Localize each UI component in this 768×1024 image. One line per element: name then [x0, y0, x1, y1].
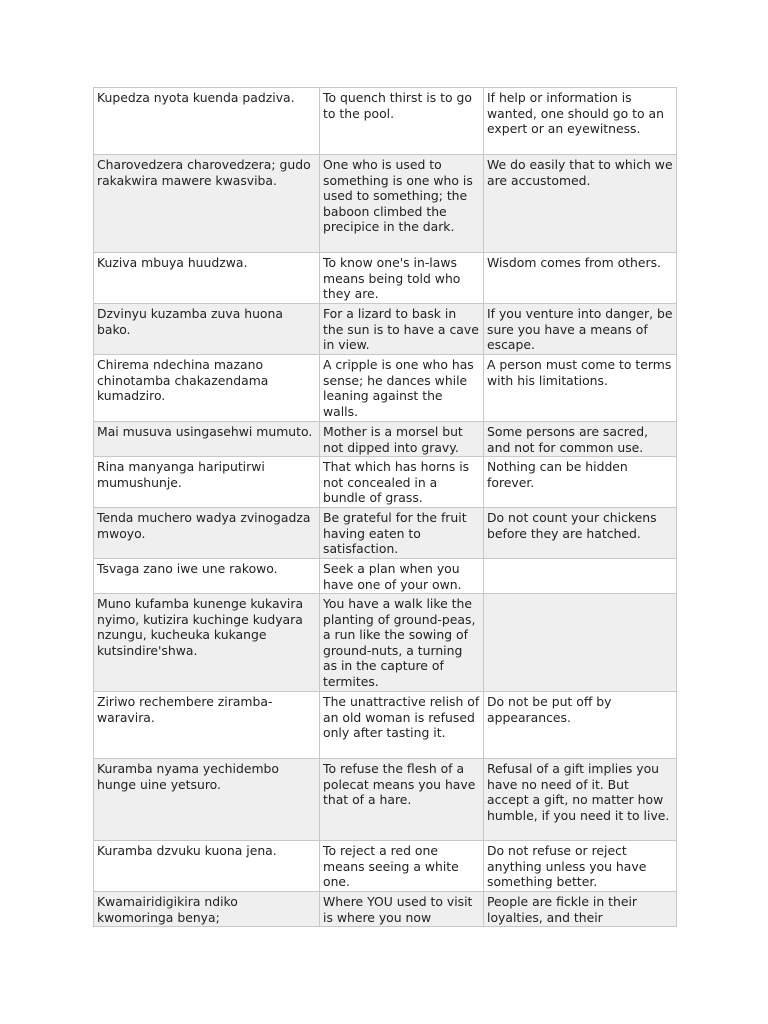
meaning-cell: Do not refuse or reject anything unless you have something better.	[484, 841, 677, 892]
literal-translation-cell: To know one's in-laws means being told who they are.	[320, 253, 484, 304]
shona-proverb-cell: Tenda muchero wadya zvinogadza mwoyo.	[94, 508, 320, 559]
literal-translation-cell: Be grateful for the fruit having eaten to satisfaction.	[320, 508, 484, 559]
shona-proverb-cell: Ziriwo rechembere ziramba-waravira.	[94, 692, 320, 759]
shona-proverb-cell: Chirema ndechina mazano chinotamba chakazendama kumadziro.	[94, 355, 320, 422]
shona-proverb-cell: Dzvinyu kuzamba zuva huona bako.	[94, 304, 320, 355]
shona-proverb-cell: Rina manyanga hariputirwi mumushunje.	[94, 457, 320, 508]
meaning-cell: Do not be put off by appearances.	[484, 692, 677, 759]
literal-translation-cell: Seek a plan when you have one of your own.	[320, 559, 484, 594]
meaning-cell: If you venture into danger, be sure you have a means of escape.	[484, 304, 677, 355]
literal-translation-cell: Where YOU used to visit is where you now	[320, 892, 484, 927]
literal-translation-cell: That which has horns is not concealed in a bundle of grass.	[320, 457, 484, 508]
table-row	[94, 355, 677, 422]
meaning-cell: We do easily that to which we are accustomed.	[484, 155, 677, 253]
table-row	[94, 457, 677, 508]
meaning-cell: People are fickle in their loyalties, and their	[484, 892, 677, 927]
table-row	[94, 692, 677, 759]
proverbs-table-body	[94, 88, 677, 927]
shona-proverb-cell: Mai musuva usingasehwi mumuto.	[94, 422, 320, 457]
literal-translation-cell: To quench thirst is to go to the pool.	[320, 88, 484, 155]
literal-translation-cell: One who is used to something is one who is used to something; the baboon climbed the precipice in the dark.	[320, 155, 484, 253]
shona-proverb-cell: Kupedza nyota kuenda padziva.	[94, 88, 320, 155]
shona-proverb-cell: Tsvaga zano iwe une rakowo.	[94, 559, 320, 594]
meaning-cell	[484, 594, 677, 692]
meaning-cell: Do not count your chickens before they are hatched.	[484, 508, 677, 559]
literal-translation-cell: A cripple is one who has sense; he dances while leaning against the walls.	[320, 355, 484, 422]
literal-translation-cell: For a lizard to bask in the sun is to have a cave in view.	[320, 304, 484, 355]
literal-translation-cell: Mother is a morsel but not dipped into gravy.	[320, 422, 484, 457]
proverbs-table	[93, 87, 677, 927]
table-row	[94, 841, 677, 892]
table-row	[94, 422, 677, 457]
table-row	[94, 892, 677, 927]
table-row	[94, 759, 677, 841]
shona-proverb-cell: Kuziva mbuya huudzwa.	[94, 253, 320, 304]
literal-translation-cell: The unattractive relish of an old woman is refused only after tasting it.	[320, 692, 484, 759]
meaning-cell: Some persons are sacred, and not for common use.	[484, 422, 677, 457]
meaning-cell: Nothing can be hidden forever.	[484, 457, 677, 508]
meaning-cell	[484, 559, 677, 594]
meaning-cell: If help or information is wanted, one should go to an expert or an eyewitness.	[484, 88, 677, 155]
table-row	[94, 253, 677, 304]
meaning-cell: Refusal of a gift implies you have no need of it. But accept a gift, no matter how humble, if you need it to live.	[484, 759, 677, 841]
meaning-cell: Wisdom comes from others.	[484, 253, 677, 304]
shona-proverb-cell: Kuramba nyama yechidembo hunge uine yetsuro.	[94, 759, 320, 841]
table-row	[94, 88, 677, 155]
literal-translation-cell: To reject a red one means seeing a white one.	[320, 841, 484, 892]
shona-proverb-cell: Kwamairidigikira ndiko kwomoringa benya;	[94, 892, 320, 927]
table-row	[94, 155, 677, 253]
shona-proverb-cell: Kuramba dzvuku kuona jena.	[94, 841, 320, 892]
table-row	[94, 304, 677, 355]
literal-translation-cell: To refuse the flesh of a polecat means you have that of a hare.	[320, 759, 484, 841]
table-row	[94, 559, 677, 594]
shona-proverb-cell: Charovedzera charovedzera; gudo rakakwira mawere kwasviba.	[94, 155, 320, 253]
shona-proverb-cell: Muno kufamba kunenge kukavira nyimo, kutizira kuchinge kudyara nzungu, kucheuka kukange kutsindire'shwa.	[94, 594, 320, 692]
literal-translation-cell: You have a walk like the planting of ground-peas, a run like the sowing of ground-nuts, a turning as in the capture of termites.	[320, 594, 484, 692]
table-row	[94, 508, 677, 559]
meaning-cell: A person must come to terms with his limitations.	[484, 355, 677, 422]
table-row	[94, 594, 677, 692]
